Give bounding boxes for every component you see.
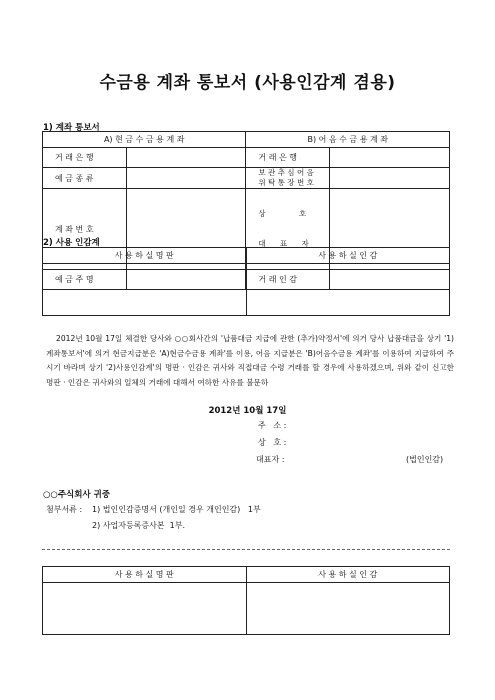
- cash-deposit-type-value[interactable]: [126, 168, 246, 189]
- bill-seal-label: 거 래 인 감: [246, 270, 330, 290]
- cash-deposit-type-label: 예 금 종 류: [43, 168, 127, 189]
- seal-box[interactable]: [246, 264, 450, 316]
- section-seal-heading: 2) 사용 인감계: [43, 238, 100, 248]
- cash-account-number-label: 계 좌 번 호: [43, 189, 127, 270]
- cash-bank-label: 거 래 은 행: [43, 148, 127, 168]
- bill-account-header: B) 어 음 수 금 용 계 좌: [246, 132, 450, 148]
- corporate-seal-note: (법인인감): [406, 455, 444, 464]
- seal-header-copy: 사 용 하 실 인 감: [246, 567, 450, 583]
- nameplate-box-copy[interactable]: [43, 583, 247, 635]
- page-title: 수금용 계좌 통보서 (사용인감계 겸용): [99, 73, 396, 93]
- seal-table: [42, 247, 450, 316]
- agreement-paragraph: 2012년 10월 17일 체결한 당사와 ○○회사간의 '납품대금 지급에 관한 (추가)약정서'에 의거 당사 납품대금을 상기 '1)계좌통보서'에 의거 현금지급분은 'A)현금수금용 계좌'를 이용, 어음 지급분은 'B)어음수금용 계좌'를 이용하여 지급하여 주시기 바라며 상기 '2)사용인감계'의 명판 · 인감은 귀사와 직접대금 수령 거래를 할 경우에 사용하겠으며, 위와 같이 신고한 명판 · 인감은 귀사와의 일체의 거래에 대해서 여하한 사유를 불문하: [46, 334, 454, 387]
- attachment-item-2: 2) 사업자등록증사본 1부.: [92, 521, 186, 530]
- bill-passbook-label: [246, 168, 330, 189]
- nameplate-box[interactable]: [43, 264, 247, 316]
- nameplate-header-copy: 사 용 하 실 명 판: [43, 567, 247, 583]
- section-account-heading: 1) 계좌 통보서: [43, 123, 100, 133]
- cash-account-header: A) 현 금 수 금 용 계 좌: [43, 132, 246, 148]
- bill-company-label: 상 호: [258, 209, 307, 218]
- bill-passbook-label-line1: 보 관 추 심 어 음: [258, 168, 314, 177]
- document-date: 2012년 10월 17일: [208, 406, 287, 416]
- cut-line-divider: [42, 549, 450, 550]
- company-name-label: 상 호 :: [258, 438, 287, 447]
- seal-header: 사 용 하 실 인 감: [246, 248, 450, 264]
- bill-passbook-value[interactable]: [330, 168, 450, 189]
- address-label: 주 소 :: [258, 421, 287, 430]
- attachment-item-1: 1) 법인인감증명서 (개인일 경우 개인인감) 1부: [92, 505, 261, 514]
- cash-holder-label: 예 금 주 명: [43, 270, 127, 290]
- bill-passbook-label-line2: 위 탁 통 장 번 호: [258, 178, 314, 187]
- seal-box-copy[interactable]: [246, 583, 450, 635]
- bill-rep-label: 대 표 자: [258, 239, 309, 248]
- bill-bank-value[interactable]: [330, 148, 450, 168]
- bill-bank-label: 거 래 은 행: [246, 148, 330, 168]
- representative-label: 대표자 :: [256, 455, 285, 464]
- recipient: ○○주식회사 귀중: [43, 490, 111, 500]
- nameplate-header: 사 용 하 실 명 판: [43, 248, 247, 264]
- seal-table-copy: [42, 566, 450, 635]
- attachments-label: 첨부서류 :: [46, 505, 83, 514]
- cash-bank-value[interactable]: [126, 148, 246, 168]
